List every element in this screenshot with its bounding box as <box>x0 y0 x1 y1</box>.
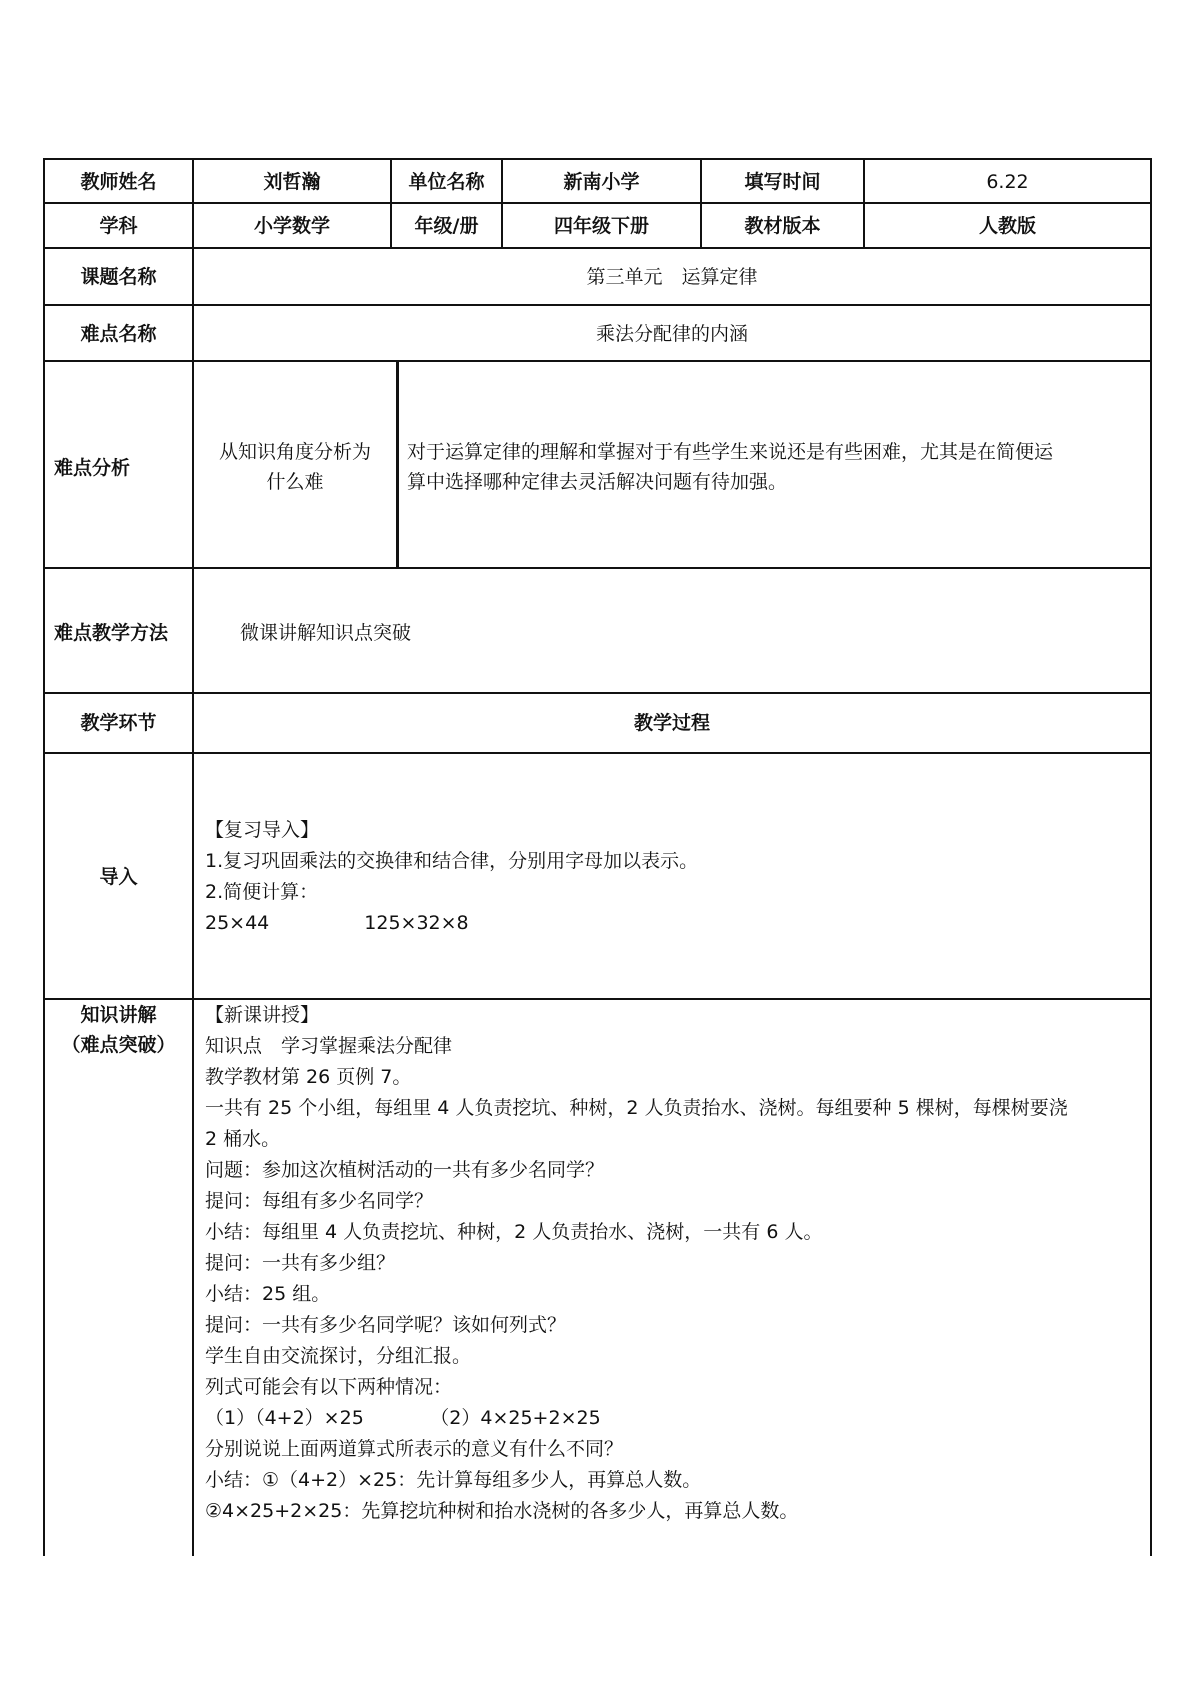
difficulty-label: 难点名称 <box>80 323 157 345</box>
unit-value: 新南小学 <box>563 171 640 193</box>
topic-label: 课题名称 <box>80 266 157 288</box>
knowledge-line: 2 桶水。 <box>205 1128 281 1150</box>
knowledge-line: 小结：①（4+2）×25：先计算每组多少人，再算总人数。 <box>205 1469 702 1491</box>
knowledge-line: 一共有 25 个小组，每组里 4 人负责挖坑、种树，2 人负责抬水、浇树。每组要种 5 棵树，每棵树要浇 <box>205 1097 1068 1119</box>
intro-line: 2.简便计算： <box>205 881 319 903</box>
grade-label: 年级/册 <box>414 215 479 237</box>
row-divider-7 <box>43 752 1152 754</box>
intro-line: 【复习导入】 <box>205 819 320 841</box>
process-header: 教学过程 <box>633 712 710 734</box>
grade-value: 四年级下册 <box>553 215 649 237</box>
knowledge-line: 问题：参加这次植树活动的一共有多少名同学？ <box>205 1159 605 1181</box>
knowledge-line: 学生自由交流探讨，分组汇报。 <box>205 1345 472 1367</box>
method-label: 难点教学方法 <box>54 622 169 644</box>
knowledge-line: 小结：25 组。 <box>205 1283 331 1305</box>
table-border-top <box>43 158 1152 160</box>
date-value: 6.22 <box>986 171 1029 193</box>
teacher-name-value: 刘哲瀚 <box>263 171 321 193</box>
date-label: 填写时间 <box>744 171 821 193</box>
edition-value: 人教版 <box>978 215 1036 237</box>
knowledge-line: 提问：一共有多少组？ <box>205 1252 396 1274</box>
knowledge-line: 提问：每组有多少名同学？ <box>205 1190 434 1212</box>
table-border-right <box>1150 158 1152 1556</box>
knowledge-line: 提问：一共有多少名同学呢？该如何列式？ <box>205 1314 567 1336</box>
row-divider-1 <box>43 202 1152 204</box>
difficulty-value: 乘法分配律的内涵 <box>595 323 748 345</box>
knowledge-line: 列式可能会有以下两种情况： <box>205 1376 453 1398</box>
knowledge-label-line2: （难点突破） <box>61 1034 176 1056</box>
subject-value: 小学数学 <box>253 215 330 237</box>
row-divider-6 <box>43 692 1152 694</box>
analysis-label: 难点分析 <box>54 457 131 479</box>
knowledge-line: 【新课讲授】 <box>205 1004 320 1026</box>
topic-value: 第三单元 运算定律 <box>586 266 758 288</box>
analysis-sub-line1: 从知识角度分析为 <box>218 441 371 463</box>
row-divider-2 <box>43 247 1152 249</box>
intro-line: 1.复习巩固乘法的交换律和结合律，分别用字母加以表示。 <box>205 850 699 872</box>
row-divider-5 <box>43 567 1152 569</box>
unit-label: 单位名称 <box>408 171 485 193</box>
knowledge-line: 小结：每组里 4 人负责挖坑、种树，2 人负责抬水、浇树，一共有 6 人。 <box>205 1221 823 1243</box>
edition-label: 教材版本 <box>744 215 821 237</box>
row-divider-8 <box>43 998 1152 1000</box>
analysis-text-line2: 算中选择哪种定律去灵活解决问题有待加强。 <box>407 471 788 493</box>
teacher-name-label: 教师姓名 <box>80 171 157 193</box>
table-label-divider <box>192 158 194 1556</box>
intro-label: 导入 <box>99 866 138 888</box>
knowledge-line: ②4×25+2×25：先算挖坑种树和抬水浇树的各多少人，再算总人数。 <box>205 1500 799 1522</box>
knowledge-line: 知识点 学习掌握乘法分配律 <box>205 1035 453 1057</box>
knowledge-line: （1）（4+2）×25 （2）4×25+2×25 <box>205 1407 601 1429</box>
knowledge-label-line1: 知识讲解 <box>80 1004 157 1026</box>
analysis-text-line1: 对于运算定律的理解和掌握对于有些学生来说还是有些困难，尤其是在简便运 <box>407 441 1054 463</box>
subject-label: 学科 <box>99 215 138 237</box>
analysis-col-divider <box>396 360 399 568</box>
analysis-sub-line2: 什么难 <box>266 471 324 493</box>
knowledge-line: 分别说说上面两道算式所表示的意义有什么不同？ <box>205 1438 624 1460</box>
intro-line: 25×44 125×32×8 <box>205 912 469 934</box>
knowledge-line: 教学教材第 26 页例 7。 <box>205 1066 412 1088</box>
table-border-left <box>43 158 45 1556</box>
method-value: 微课讲解知识点突破 <box>240 622 412 644</box>
process-label: 教学环节 <box>80 712 157 734</box>
row-divider-4 <box>43 360 1152 362</box>
row-divider-3 <box>43 304 1152 306</box>
